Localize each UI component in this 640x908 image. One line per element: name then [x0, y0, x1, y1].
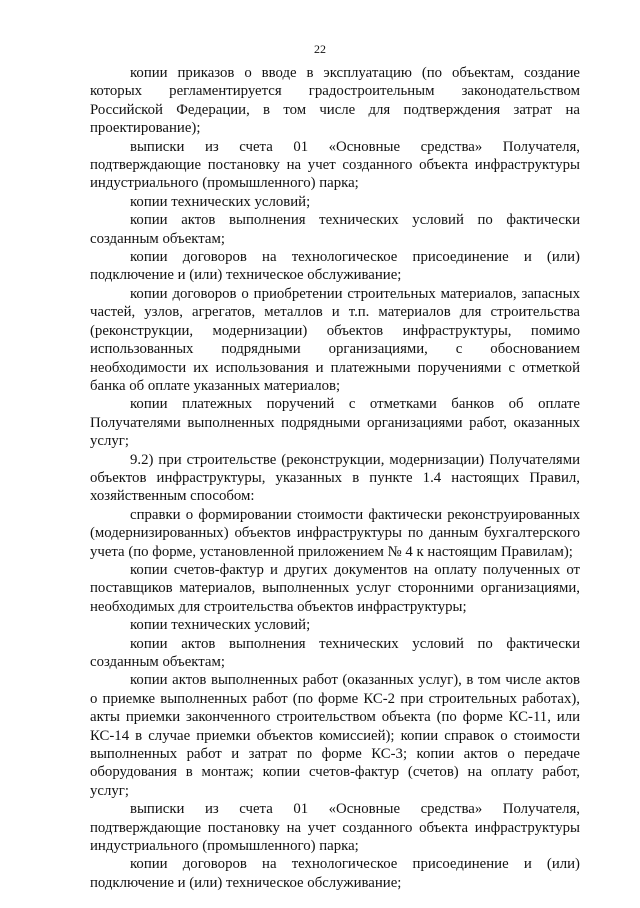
paragraph-technical-conditions-acts-2: копии актов выполнения технических условий по фактически созданным объектам; [90, 635, 580, 670]
paragraph-completed-works-acts: копии актов выполненных работ (оказанных услуг), в том числе актов о приемке выполненных работ (по форме КС-2 при строительных работах), акты приемки законченного строительством объекта (по форме КС-11, или КС-14 в случае приемки объектов комиссией); копии справок о стоимости выполненных работ и затрат по форме КС-3; копии актов о передаче оборудования в монтаж; копии счетов-фактур (счетов) на оплату работ, услуг; [90, 672, 580, 799]
paragraph-account-01-statements: выписки из счета 01 «Основные средства» Получателя, подтверждающие постановку на учет созданного объекта инфраструктуры индустриального (промышленного) парка; [90, 138, 580, 192]
page-number: 22 [314, 42, 326, 56]
paragraph-technical-conditions-acts: копии актов выполнения технических условий по фактически созданным объектам; [90, 212, 580, 247]
paragraph-cost-certificates: справки о формировании стоимости фактически реконструированных (модернизированных) объектов инфраструктуры по данным бухгалтерского учета (по форме, установленной приложением № 4 к настоящим Правилам); [90, 506, 580, 560]
paragraph-payment-orders: копии платежных поручений с отметками банков об оплате Получателями выполненных подрядными организациями работ, оказанных услуг; [90, 396, 580, 450]
paragraph-account-01-statements-2: выписки из счета 01 «Основные средства» Получателя, подтверждающие постановку на учет созданного объекта инфраструктуры индустриального (промышленного) парка; [90, 801, 580, 855]
document-body [90, 64, 580, 892]
paragraph-technical-conditions: копии технических условий; [130, 193, 311, 210]
paragraph-invoices: копии счетов-фактур и других документов на оплату полученных от поставщиков материалов, выполненных услуг сторонними организациями, необходимых для строительства объектов инфраструктуры; [90, 561, 580, 615]
paragraph-commissioning-orders: копии приказов о вводе в эксплуатацию (по объектам, создание которых регламентируется градостроительным законодательством Российской Федерации, в том числе для подтверждения затрат на проектирование); [90, 65, 580, 137]
paragraph-materials-contracts: копии договоров о приобретении строительных материалов, запасных частей, узлов, агрегатов, металлов и т.п. материалов для строительства (реконструкции, модернизации) объектов инфраструктуры, помимо использованных подрядными организациями, с обоснованием необходимости их использования и платежными поручениями с отметкой банка об оплате указанных материалов; [90, 285, 580, 394]
paragraph-connection-contracts: копии договоров на технологическое присоединение и (или) подключение и (или) техническое обслуживание; [90, 249, 580, 284]
paragraph-technical-conditions-2: копии технических условий; [130, 617, 311, 634]
paragraph-connection-contracts-2: копии договоров на технологическое присоединение и (или) подключение и (или) техническое обслуживание; [90, 856, 580, 891]
paragraph-section-9-2: 9.2) при строительстве (реконструкции, модернизации) Получателями объектов инфраструктуры, указанных в пункте 1.4 настоящих Правил, хозяйственным способом: [90, 451, 580, 505]
